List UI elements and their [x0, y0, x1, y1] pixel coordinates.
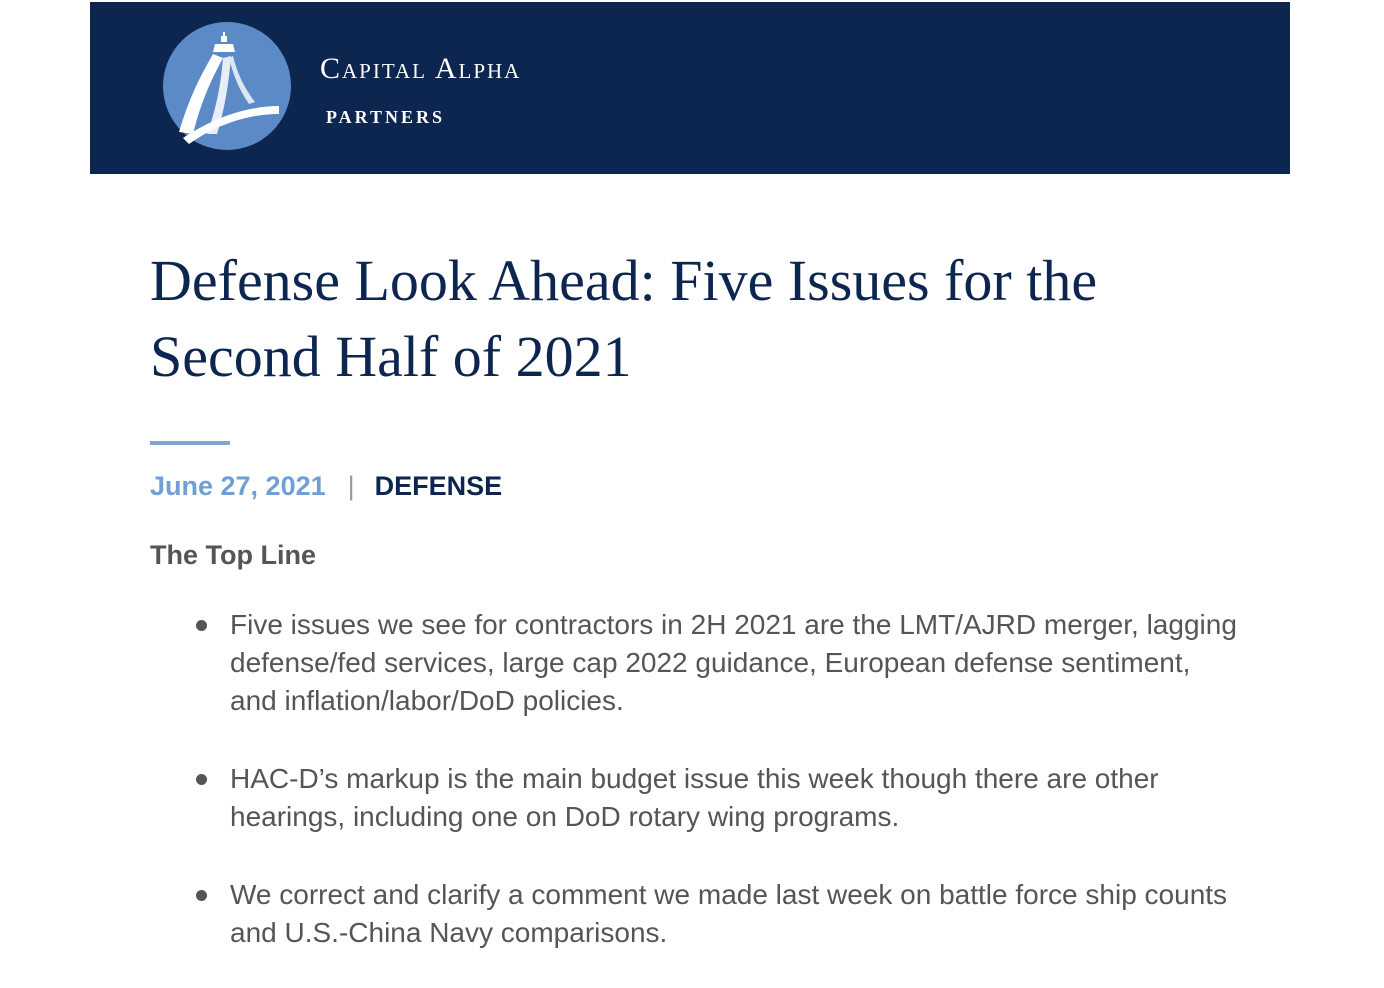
section-heading: The Top Line — [150, 540, 316, 570]
brand-subtitle: PARTNERS — [326, 107, 446, 127]
list-item — [230, 606, 1240, 720]
bullet-icon — [196, 620, 207, 631]
bullet-icon — [196, 774, 207, 785]
list-item-text: HAC-D’s markup is the main budget issue this week though there are other hearings, including one on DoD rotary wing programs. — [230, 763, 1159, 832]
list-item-text: We correct and clarify a comment we made last week on battle force ship counts and U.S.-China Navy comparisons. — [230, 879, 1228, 948]
article-meta — [150, 470, 502, 502]
meta-separator: | — [347, 471, 355, 501]
title-divider — [150, 441, 230, 445]
capitol-dome-logo-icon — [163, 22, 291, 150]
brand-name: Capital Alpha — [320, 52, 522, 85]
publish-date: June 27, 2021 — [150, 471, 326, 501]
page-title: Defense Look Ahead: Five Issues for the Second Half of 2021 — [150, 248, 1098, 389]
list-item — [230, 760, 1240, 836]
bullet-icon — [196, 890, 207, 901]
list-item-text: Five issues we see for contractors in 2H 2021 are the LMT/AJRD merger, lagging defense/fed services, large cap 2022 guidance, European defense sentiment, and inflation/labor/DoD policies. — [230, 609, 1237, 716]
list-item — [230, 876, 1240, 952]
category-label[interactable]: DEFENSE — [374, 471, 503, 501]
